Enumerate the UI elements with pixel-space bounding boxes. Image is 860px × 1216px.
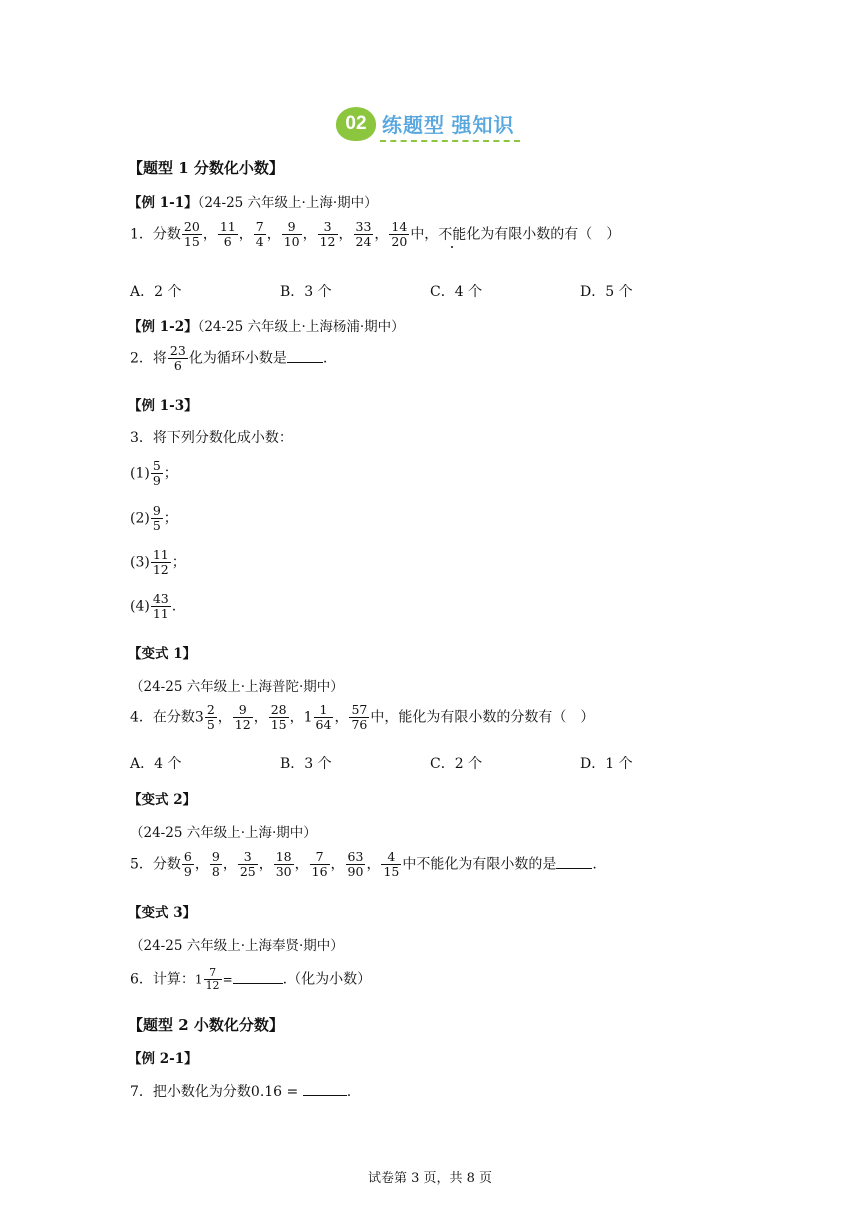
question-7: 7．把小数化为分数0.16 = . <box>130 1081 351 1101</box>
q4-frac-4: $\frac{1}{64}$ <box>315 702 332 732</box>
q1-option-a[interactable]: A．2 个 <box>130 284 182 300</box>
ex1-2-label: 【例 1-2】 <box>128 319 198 335</box>
var1-label: 【变式 1】 <box>128 646 197 662</box>
q4-option-a[interactable]: A．4 个 <box>130 756 182 772</box>
ex2-1-label: 【例 2-1】 <box>128 1051 198 1067</box>
ex1-3-label: 【例 1-3】 <box>128 398 198 414</box>
question-4: 4．在分数3 $\frac{2}{5}$ ， $\frac{9}{12}$ ， $\frac{28}{15}$ ，1 $\frac{1}{64}$ ， $\frac{57}{76}$ 中，能化为有限小数的分数有（ ） <box>130 702 595 732</box>
section-number-badge: 02 <box>336 107 376 141</box>
ex1-2-header <box>128 315 405 335</box>
q4-frac-5: $\frac{57}{76}$ <box>351 702 368 732</box>
section-banner <box>336 105 526 145</box>
q2-answer-blank[interactable] <box>287 348 323 363</box>
q3-item-1: (1) $\frac{5}{9}$ ； <box>130 458 178 488</box>
q4-frac-1: $\frac{2}{5}$ <box>206 702 215 732</box>
type1-heading: 【题型 1 分数化小数】 <box>128 159 284 177</box>
q6-answer-blank[interactable] <box>233 969 283 984</box>
q1-frac-3: $\frac{7}{4}$ <box>255 219 264 249</box>
question-6: 6．计算：1 $\frac{7}{12}$ = .（化为小数） <box>130 966 372 992</box>
banner-underline <box>380 140 520 142</box>
q1-frac-7: $\frac{14}{20}$ <box>391 219 408 249</box>
q4-option-c[interactable]: C．2 个 <box>430 756 483 772</box>
q1-option-d[interactable]: D．5 个 <box>580 284 633 300</box>
var2-source: （24-25 六年级上·上海·期中） <box>130 825 317 841</box>
question-5: 5．分数 $\frac{6}{9}$ ， $\frac{9}{8}$ ， $\frac{3}{25}$ ， $\frac{18}{30}$ ， $\frac{7}{16}$ ， $\frac{63}{90}$ ， $\frac{4}{15}$ 中不能化为有限小数的是 . <box>130 849 597 879</box>
q5-answer-blank[interactable] <box>556 854 592 869</box>
ex1-2-source: （24-25 六年级上·上海杨浦·期中） <box>197 319 405 335</box>
q4-frac-2: $\frac{9}{12}$ <box>234 702 251 732</box>
q3-item-4: (4) $\frac{43}{11}$ . <box>130 591 177 621</box>
q4-option-b[interactable]: B．3 个 <box>280 756 332 772</box>
ex1-1-label: 【例 1-1】 <box>128 195 198 211</box>
question-1: 1．分数 $\frac{20}{15}$ ， $\frac{11}{6}$ ， $\frac{7}{4}$ ， $\frac{9}{10}$ ， $\frac{3}{12}$ ， $\frac{33}{24}$ ， $\frac{14}{20}$ 中，不能化为有限小数的有（ ） <box>130 219 621 249</box>
q4-option-d[interactable]: D．1 个 <box>580 756 633 772</box>
var3-source: （24-25 六年级上·上海奉贤·期中） <box>130 938 344 954</box>
q3-item-3: (3) $\frac{11}{12}$ ； <box>130 547 186 577</box>
q1-frac-1: $\frac{20}{15}$ <box>183 219 200 249</box>
q1-emphasis: 不能 <box>438 226 467 243</box>
var1-source: （24-25 六年级上·上海普陀·期中） <box>130 679 344 695</box>
var3-label: 【变式 3】 <box>128 905 197 921</box>
q7-answer-blank[interactable] <box>303 1081 347 1096</box>
q1-frac-4: $\frac{9}{10}$ <box>283 219 300 249</box>
q1-frac-6: $\frac{33}{24}$ <box>355 219 372 249</box>
page-footer: 试卷第 3 页，共 8 页 <box>367 1171 493 1186</box>
type2-heading: 【题型 2 小数化分数】 <box>128 1016 284 1034</box>
ex1-1-header <box>128 191 378 211</box>
q1-option-c[interactable]: C．4 个 <box>430 284 483 300</box>
q1-frac-2: $\frac{11}{6}$ <box>219 219 236 249</box>
q3-item-2: (2) $\frac{9}{5}$ ； <box>130 503 178 533</box>
q1-option-b[interactable]: B．3 个 <box>280 284 332 300</box>
q2-frac: $\frac{23}{6}$ <box>169 343 186 373</box>
question-3: 3．将下列分数化成小数： <box>130 430 293 446</box>
q1-frac-5: $\frac{3}{12}$ <box>319 219 336 249</box>
q4-frac-3: $\frac{28}{15}$ <box>270 702 287 732</box>
ex1-1-source: （24-25 六年级上·上海·期中） <box>197 195 378 211</box>
q1-lead: 1．分数 <box>130 226 181 243</box>
var2-label: 【变式 2】 <box>128 792 197 808</box>
section-title: 练题型 强知识 <box>382 115 515 137</box>
question-2: 2．将 $\frac{23}{6}$ 化为循环小数是 . <box>130 343 328 373</box>
